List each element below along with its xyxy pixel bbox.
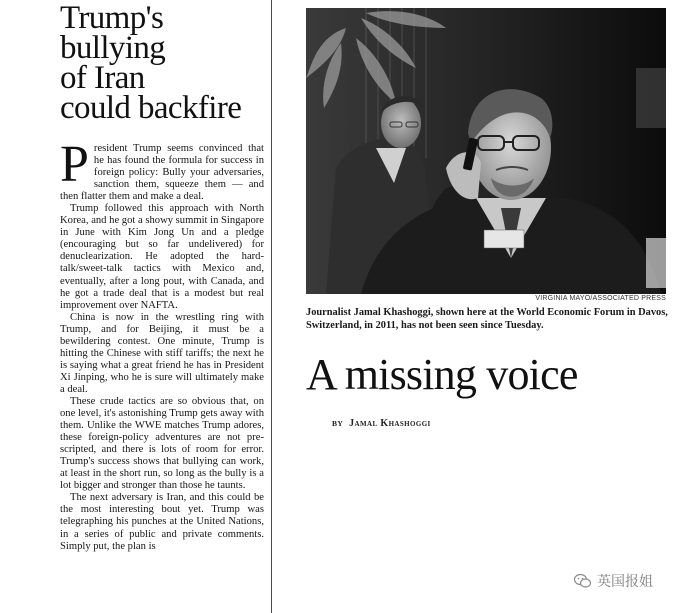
watermark bbox=[574, 571, 653, 591]
headline-line: of Iran bbox=[60, 60, 145, 96]
article-paragraph: China is now in the wrestling ring with Trump, and for Beijing, it must be a bewildering contest. One minute, Trump is hitting the Chinese with stiff tariffs; the next he is saying what a great friend he has in President Xi Jinping, who he is sure will ultimately make a deal. bbox=[60, 311, 264, 395]
watermark-text: 英国报姐 bbox=[597, 574, 653, 590]
byline bbox=[332, 418, 431, 429]
headline-line: bullying bbox=[60, 30, 166, 66]
article-body bbox=[60, 136, 264, 553]
article-paragraph: The next adversary is Iran, and this could be the most interesting bout yet. Trump was telegraphing his punches at the United Nations, in a series of public and private comments. Simply put, the plan is bbox=[60, 492, 264, 552]
photo-credit: VIRGINIA MAYO/ASSOCIATED PRESS bbox=[535, 295, 666, 302]
byline-prefix: BY bbox=[332, 419, 344, 428]
article-paragraph: Trump followed this approach with North Korea, and he got a showy summit in Singapore in June with Kim Jong Un and a pledge (encouraging but so far undelivered) for denuclearization. He adopted the hard-talk/sweet-talk tactics with Mexico and, eventually, after a long pout, with Canada, and he got a trade deal that is a modest but real improvement over NAFTA. bbox=[60, 203, 264, 311]
feature-photo-image bbox=[306, 8, 666, 294]
article-paragraph: These crude tactics are so obvious that, on one level, it's astonishing Trump gets away with them. Unlike the WWE matches Trump adores, these foreign-policy adventures are not pre-scripted, and there is lots of room for error. Trump's success shows that bullying can work, at least in the short run, so long as the bully is a lot bigger and stronger than those he taunts. bbox=[60, 395, 264, 492]
article-column bbox=[60, 0, 264, 613]
feature-photo bbox=[306, 8, 666, 294]
headline-line: could backfire bbox=[60, 90, 242, 126]
feature-title: A missing voice bbox=[306, 350, 578, 399]
byline-name: Jamal Khashoggi bbox=[349, 418, 431, 429]
drop-cap: P bbox=[60, 136, 89, 193]
wechat-icon bbox=[574, 574, 591, 588]
article-headline bbox=[60, 0, 264, 126]
headline-line: Trump's bbox=[60, 0, 164, 36]
article-paragraph bbox=[60, 136, 264, 203]
photo-caption: Journalist Jamal Khashoggi, shown here at the World Economic Forum in Davos, Switzerland, in 2011, has not been seen since Tuesday. bbox=[306, 307, 668, 331]
paragraph-text: resident Trump seems convinced that he has found the formula for success in foreign policy: Bully your adversaries, sanction them, squeeze them — and then flatter them and make a deal. bbox=[60, 143, 264, 203]
column-divider bbox=[271, 0, 272, 613]
